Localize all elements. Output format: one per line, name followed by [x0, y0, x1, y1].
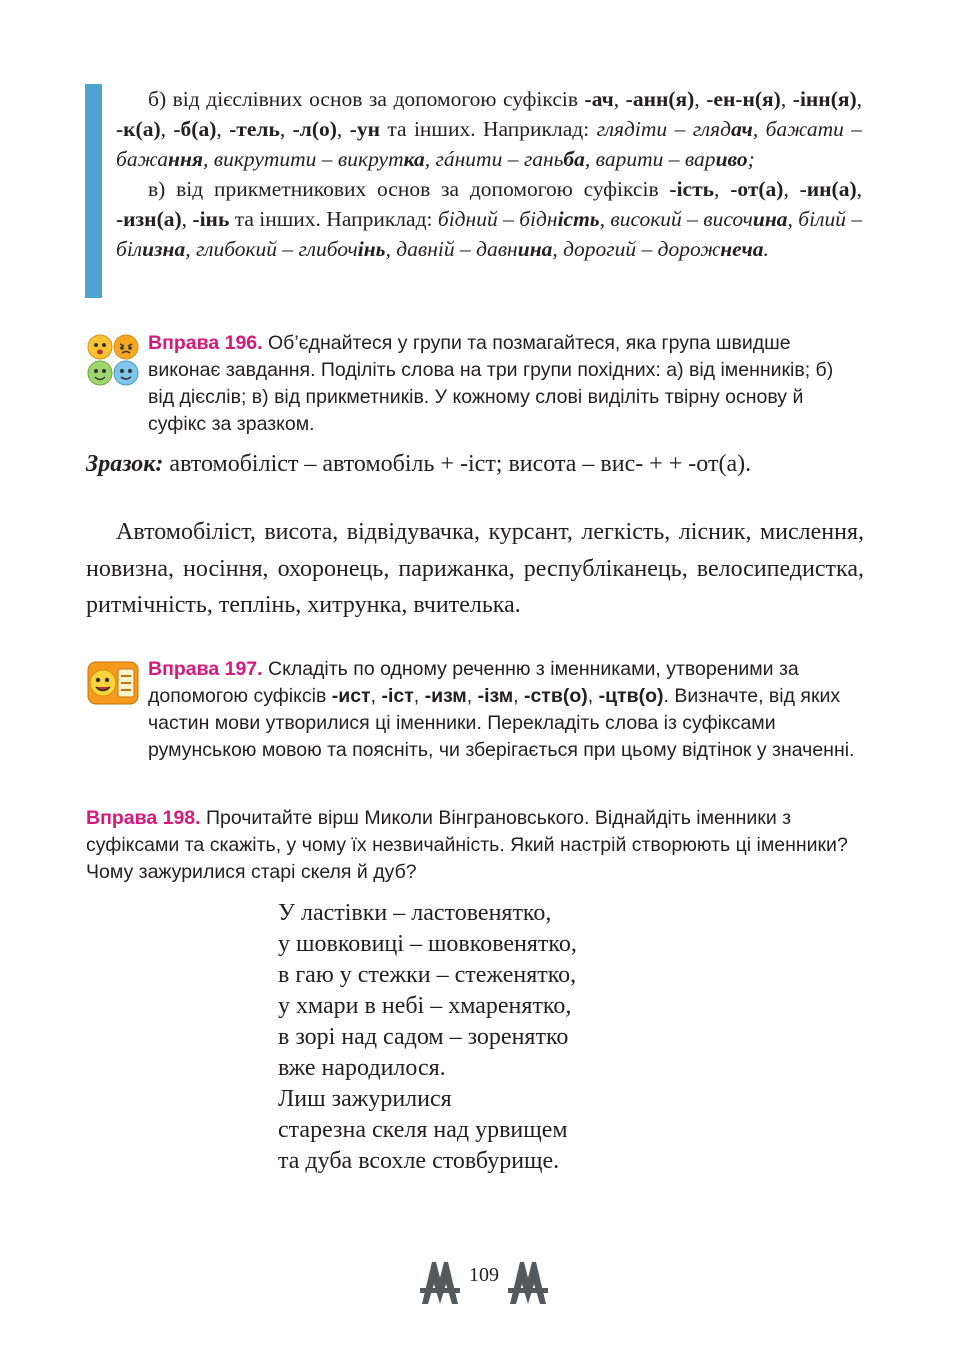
example-base: бідний – бідн	[437, 207, 558, 231]
suffix: -изм	[424, 685, 467, 707]
suffix: -ен-н(я)	[706, 87, 781, 111]
exercise-text: Складіть по одному реченню з іменниками, утвореними за допомогою суфіксів	[148, 658, 799, 707]
example-suffix: ння	[168, 147, 203, 171]
suffix: -тель	[229, 117, 280, 141]
example	[596, 147, 755, 171]
rule-b-tail: та інших. Наприклад:	[379, 117, 590, 141]
sample-text: автомобіліст – автомобіль + -іст; висота – вис- + + -от(а).	[163, 451, 752, 477]
exercise-196	[148, 330, 864, 438]
exercise-197: Вправа 197. Складіть по одному реченню з іменниками, утвореними за допомогою суфіксів -ист, -іст, -изм, -ізм, -ств(о), -цтв(о). Визначте, від яких частин мови утворилися ці іменники. Перекладіть слова із суфіксами румунською мовою та поясніть, чи зберігається при цьому відтінок у значенні.	[148, 658, 855, 761]
example-punct: ,	[424, 147, 431, 171]
word-list: Автомобіліст, висота, відвідувачка, курсант, легкість, лісник, мислення, новизна, носіння, охоронець, парижанка, республіканець, велосипедистка, ритмічність, теплінь, хитрунка, вчителька.	[86, 519, 864, 618]
rule-accent-bar	[85, 84, 102, 298]
sample-label: Зразок:	[86, 451, 164, 477]
poem	[278, 898, 758, 1177]
page-number: 109	[469, 1264, 499, 1286]
example-punct: ,	[787, 207, 793, 231]
exercise-text: . Визначте, від яких частин мови утворилися ці іменники. Перекладіть слова із суфіксами румунською мовою та поясніть, чи зберігається при цьому відтінок у значенні.	[148, 685, 855, 761]
suffix: -ист	[331, 685, 371, 707]
suffix: -изн(а)	[116, 207, 182, 231]
example-suffix: ач	[731, 117, 753, 141]
suffix: -цтв(о)	[598, 685, 664, 707]
example-base: викрутити – викрут	[213, 147, 404, 171]
example-punct: ,	[385, 237, 391, 261]
rule-b-intro: б) від дієслівних основ за допомогою суфіксів	[148, 87, 585, 111]
example	[438, 207, 605, 231]
suffix: -ач	[584, 87, 614, 111]
suffix: -от(а)	[730, 177, 784, 201]
example	[196, 237, 391, 261]
suffix: -інн(я)	[792, 87, 857, 111]
exercise-label: Вправа 197.	[148, 658, 263, 680]
example-punct: ,	[584, 147, 591, 171]
page-footer	[418, 1258, 550, 1308]
suffix: -ств(о)	[523, 685, 588, 707]
suffix: -ун	[349, 117, 380, 141]
example-base: глядіти – гляд	[596, 117, 732, 141]
smiley-notebook-icon	[86, 660, 140, 706]
exercise-text: Прочитайте вірш Миколи Вінграновського. Віднайдіть іменники з суфіксами та скажіть, у чому їх незвичайність. Який настрій створюють ці іменники? Чому зажурилися старі скеля й дуб?	[86, 807, 848, 883]
example	[597, 117, 759, 141]
exercise-label: Вправа 198.	[86, 807, 201, 829]
example-base: бажати – бажа	[116, 117, 863, 171]
example-punct: ;	[747, 147, 755, 171]
example-suffix: ка	[403, 147, 425, 171]
exercise-198	[86, 805, 864, 886]
example-punct: ,	[202, 147, 209, 171]
example-suffix: ба	[563, 147, 585, 171]
example-punct: ,	[552, 237, 558, 261]
example-punct: .	[763, 237, 769, 261]
example	[396, 237, 558, 261]
rule-c-intro: в) від прикметникових основ за допомогою суфіксів	[148, 177, 670, 201]
example-punct: ,	[599, 207, 606, 231]
suffix: -ізм	[477, 685, 514, 707]
example-suffix: неча	[720, 237, 764, 261]
sample	[86, 448, 864, 481]
example-suffix: иво	[715, 147, 748, 171]
example-punct: ,	[752, 117, 759, 141]
example-base: високий – височ	[610, 207, 753, 231]
example-suffix: ість	[557, 207, 600, 231]
suffix: -л(о)	[292, 117, 337, 141]
example-punct: ,	[185, 237, 191, 261]
exercise-text: Об’єднайтеся у групи та позмагайтеся, яка група швидше виконає завдання. Поділіть слова на три групи похідних: а) від іменників; б) від дієслів; в) від прикметників. У кожному слові виділіть твірну основу й суфікс за зразком.	[148, 332, 834, 435]
poem-line: та дуба всохле стовбурище.	[278, 1148, 560, 1174]
example-suffix: изна	[142, 237, 186, 261]
example-suffix: ина	[752, 207, 788, 231]
example-suffix: ина	[517, 237, 553, 261]
example-base: варити – вар	[595, 147, 716, 171]
rule-item-c: в) від прикметникових основ за допомогою суфіксів -ість, -от(а), -ин(а), -изн(а), -інь та інших. Наприклад: бідний – бідність, високий – височина, білий – білизна, глибокий – глибочінь, давній – давнина, дорогий – дорожнеча.	[116, 177, 863, 261]
poem-line: у шовковиці – шовковенятко,	[278, 931, 577, 957]
example-base: давній – давн	[396, 237, 518, 261]
suffix: -іст	[381, 685, 414, 707]
rule-text	[116, 84, 862, 264]
example-suffix: інь	[357, 237, 386, 261]
exercise-label: Вправа 196.	[148, 332, 263, 354]
poem-line: у хмари в небі – хмаренятко,	[278, 993, 572, 1019]
suffix: -ин(а)	[799, 177, 857, 201]
rule-item-b: б) від дієслівних основ за допомогою суфіксів -ач, -анн(я), -ен-н(я), -інн(я), -к(а), -б(а), -тель, -л(о), -ун та інших. Наприклад: глядіти – глядач, бажати – бажання, викрутити – викрутка, гáнити – ганьба, варити – вариво;	[116, 87, 863, 171]
group-faces-icon	[86, 333, 140, 387]
example-base: білий – біл	[116, 207, 863, 261]
poem-line: Лиш зажурилися	[278, 1086, 452, 1112]
example	[563, 237, 769, 261]
suffix: -анн(я)	[625, 87, 695, 111]
poem-line: старезна скеля над урвищем	[278, 1117, 568, 1143]
example	[610, 207, 792, 231]
example-base: дорогий – дорож	[563, 237, 721, 261]
example-base: глибокий – глибоч	[195, 237, 358, 261]
rule-block	[85, 84, 862, 298]
poem-line: в гаю у стежки – стеженятко,	[278, 962, 577, 988]
example	[436, 147, 591, 171]
poem-line: У ластівки – ластовенятко,	[278, 900, 552, 926]
suffix: -інь	[192, 207, 230, 231]
suffix: -б(а)	[173, 117, 217, 141]
poem-line: вже народилося.	[278, 1055, 446, 1081]
suffix: -к(а)	[116, 117, 161, 141]
suffix: -ість	[669, 177, 715, 201]
example	[214, 147, 430, 171]
example-base: гáнити – гань	[435, 147, 564, 171]
poem-line: в зорі над садом – зоренятко	[278, 1024, 569, 1050]
rule-c-tail: та інших. Наприклад:	[229, 207, 433, 231]
